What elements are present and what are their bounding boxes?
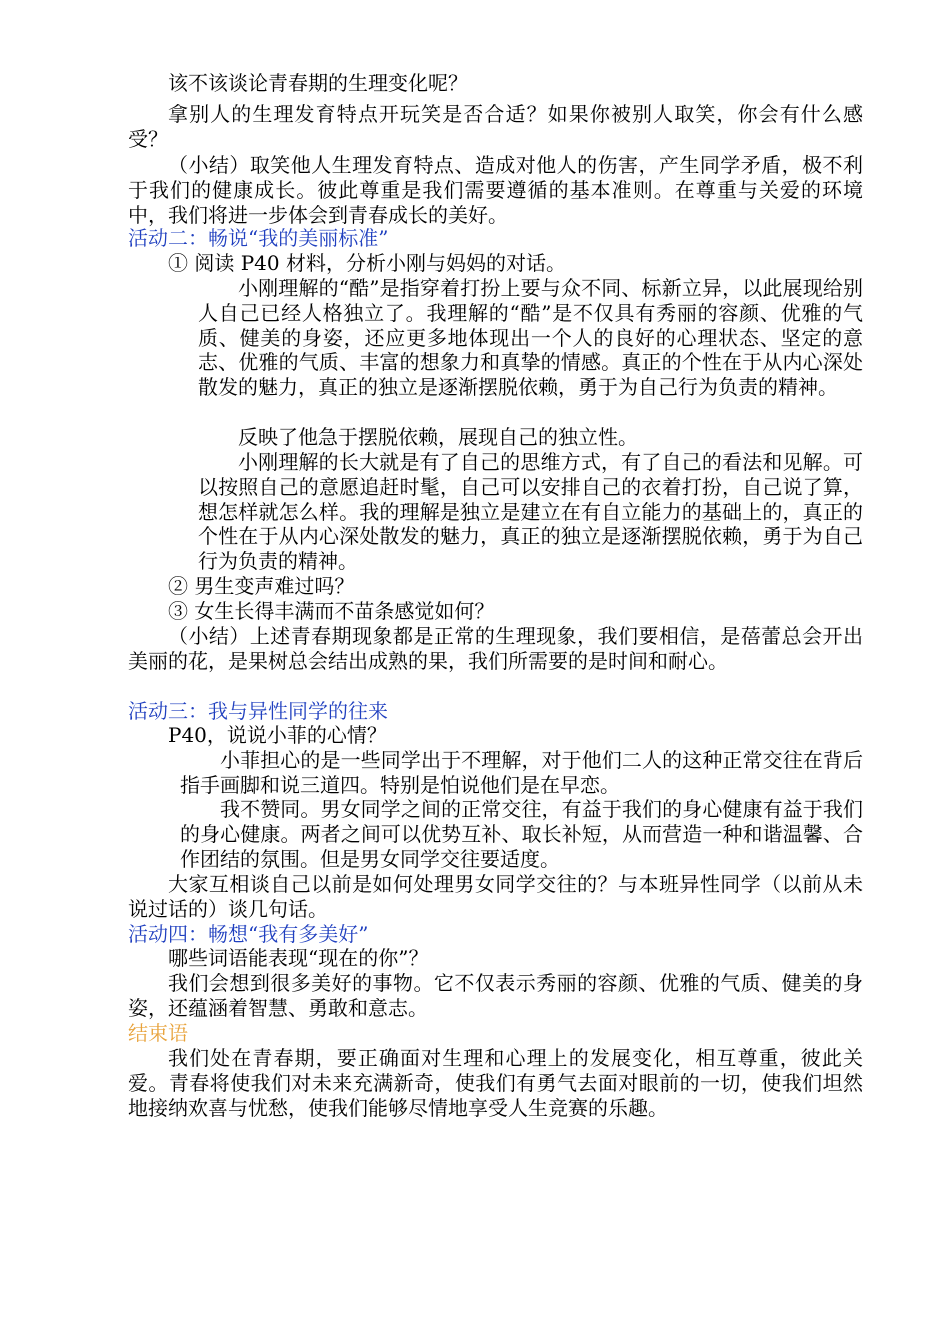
paragraph-question-2: 拿别人的生理发育特点开玩笑是否合适？如果你被别人取笑，你会有什么感受？ bbox=[128, 102, 863, 151]
activity-2-item-1: ① 阅读 P40 材料，分析小刚与妈妈的对话。 bbox=[168, 251, 566, 275]
activity-4-question: 哪些词语能表现“现在的你”？ bbox=[168, 946, 429, 970]
activity-4-answer: 我们会想到很多美好的事物。它不仅表示秀丽的容颜、优雅的气质、健美的身姿，还蕴涵着智慧、勇敢和意志。 bbox=[128, 971, 863, 1020]
activity-2-item-2: ② 男生变声难过吗？ bbox=[168, 574, 355, 598]
answer-block-2: 反映了他急于摆脱依赖，展现自己的独立性。 bbox=[238, 425, 638, 449]
heading-activity-2: 活动二：畅说“我的美丽标准” bbox=[128, 226, 389, 250]
activity-3-question: P40，说说小菲的心情？ bbox=[168, 723, 387, 747]
heading-activity-3: 活动三：我与异性同学的往来 bbox=[128, 699, 388, 723]
answer-block-5: 我不赞同。男女同学之间的正常交往，有益于我们的身心健康有益于我们的身心健康。两者之间可以优势互补、取长补短，从而营造一种和谐温馨、合作团结的氛围。但是男女同学交往要适度。 bbox=[180, 797, 863, 871]
paragraph-summary-2: （小结）上述青春期现象都是正常的生理现象，我们要相信，是蓓蕾总会开出美丽的花，是果树总会结出成熟的果，我们所需要的是时间和耐心。 bbox=[128, 624, 863, 673]
heading-conclusion: 结束语 bbox=[128, 1021, 188, 1045]
paragraph-conclusion: 我们处在青春期，要正确面对生理和心理上的发展变化，相互尊重，彼此关爱。青春将使我们对未来充满新奇，使我们有勇气去面对眼前的一切，使我们坦然地接纳欢喜与忧愁，使我们能够尽情地享受人生竞赛的乐趣。 bbox=[128, 1046, 863, 1120]
paragraph-question-1: 该不该谈论青春期的生理变化呢？ bbox=[168, 71, 468, 95]
answer-block-1: 小刚理解的“酷”是指穿着打扮上要与众不同、标新立异，以此展现给别人自己已经人格独立了。我理解的“酷”是不仅具有秀丽的容颜、优雅的气质、健美的身姿，还应更多地体现出一个人的良好的心理状态、坚定的意志、优雅的气质、丰富的想象力和真挚的情感。真正的个性在于从内心深处散发的魅力，真正的独立是逐渐摆脱依赖，勇于为自己行为负责的精神。 bbox=[198, 276, 863, 400]
heading-activity-4: 活动四：畅想“我有多美好” bbox=[128, 922, 369, 946]
paragraph-discussion: 大家互相谈自己以前是如何处理男女同学交往的？与本班异性同学（以前从未说过话的）谈几句话。 bbox=[128, 872, 863, 921]
activity-2-item-3: ③ 女生长得丰满而不苗条感觉如何？ bbox=[168, 599, 495, 623]
answer-block-4: 小菲担心的是一些同学出于不理解，对于他们二人的这种正常交往在背后指手画脚和说三道四。特别是怕说他们是在早恋。 bbox=[180, 748, 863, 797]
answer-block-3: 小刚理解的长大就是有了自己的思维方式，有了自己的看法和见解。可以按照自己的意愿追赶时髦，自己可以安排自己的衣着打扮，自己说了算，想怎样就怎么样。我的理解是独立是建立在有自立能力的基础上的，真正的个性在于从内心深处散发的魅力，真正的独立是逐渐摆脱依赖，勇于为自己行为负责的精神。 bbox=[198, 450, 863, 574]
paragraph-summary-1: （小结）取笑他人生理发育特点、造成对他人的伤害，产生同学矛盾，极不利于我们的健康成长。彼此尊重是我们需要遵循的基本准则。在尊重与关爱的环境中，我们将进一步体会到青春成长的美好。 bbox=[128, 153, 863, 227]
